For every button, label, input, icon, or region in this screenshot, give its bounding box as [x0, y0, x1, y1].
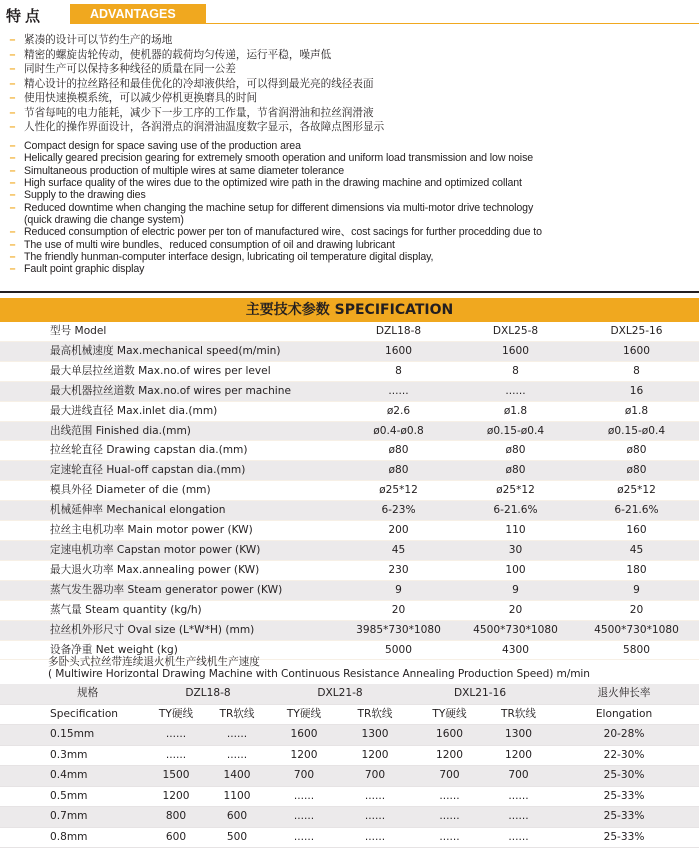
spec-param-label: 拉丝机外形尺寸 Oval size (L*W*H) (mm)	[0, 620, 340, 640]
advantages-list-en	[8, 140, 542, 276]
speed-value: ......	[147, 725, 205, 746]
spec-param-label: 拉丝轮直径 Drawing capstan dia.(mm)	[0, 441, 340, 461]
speed-row	[0, 745, 699, 766]
spec-row	[0, 501, 699, 521]
spec-value: ø80	[574, 461, 699, 481]
speed-table	[0, 684, 699, 848]
spec-value: 1600	[457, 341, 574, 361]
speed-value: ......	[339, 786, 411, 807]
speed-value: ......	[269, 827, 339, 848]
bullet-dash-icon: –	[9, 251, 16, 264]
spec-row	[0, 461, 699, 481]
bullet-dash-icon: –	[9, 106, 16, 119]
speed-value: 25-33%	[549, 786, 699, 807]
advantage-item-en: – Fault point graphic display	[9, 263, 145, 276]
spec-value: 1600	[340, 341, 457, 361]
spec-value: 180	[574, 560, 699, 580]
spec-value: 6-21.6%	[457, 501, 574, 521]
spec-value: 8	[340, 361, 457, 381]
advantage-item-cn: – 使用快速换模系统，可以减少停机更换磨具的时间	[9, 92, 258, 104]
speed-value: ......	[339, 827, 411, 848]
bullet-dash-icon: –	[9, 34, 16, 46]
speed-spec-label: 0.4mm	[0, 766, 147, 787]
spec-param-label: 出线范围 Finished dia.(mm)	[0, 421, 340, 441]
advantages-list-cn	[8, 33, 384, 135]
speed-value: 1200	[411, 745, 488, 766]
spec-value: 110	[457, 521, 574, 541]
spec-param-label: 最大进线直径 Max.inlet dia.(mm)	[0, 401, 340, 421]
advantage-item-en: – Reduced downtime when changing the machine setup for different dimensions via multi-motor drive technology	[9, 201, 534, 214]
speed-subheader-cell: TR软线	[205, 704, 269, 725]
speed-note-en: ( Multiwire Horizontal Drawing Machine with Continuous Resistance Annealing Production Speed) m/min	[48, 668, 590, 680]
spec-value: DXL25-16	[574, 322, 699, 341]
spec-row	[0, 481, 699, 501]
spec-value: ......	[340, 381, 457, 401]
section-title-cn: 特点	[6, 7, 45, 25]
advantages-badge: ADVANTAGES	[70, 4, 206, 24]
spec-param-label: 机械延伸率 Mechanical elongation	[0, 501, 340, 521]
speed-value: 1200	[269, 745, 339, 766]
spec-row	[0, 600, 699, 620]
spec-value: 160	[574, 521, 699, 541]
spec-value: DZL18-8	[340, 322, 457, 341]
bullet-dash-icon: –	[9, 121, 16, 133]
section-divider	[0, 291, 699, 293]
speed-value: 1400	[205, 766, 269, 787]
advantage-item-cn: – 人性化的操作界面设计，各润滑点的润滑油温度数字显示，各故障点图形显示	[9, 121, 385, 133]
spec-row	[0, 560, 699, 580]
speed-value: ......	[411, 786, 488, 807]
spec-value: 20	[457, 600, 574, 620]
speed-subheader-cell: TR软线	[488, 704, 549, 725]
speed-value: ......	[147, 745, 205, 766]
specification-title: 主要技术参数 SPECIFICATION	[0, 298, 699, 322]
spec-value: DXL25-8	[457, 322, 574, 341]
spec-value: 6-23%	[340, 501, 457, 521]
spec-value: 230	[340, 560, 457, 580]
speed-value: 700	[269, 766, 339, 787]
spec-value: ø80	[457, 441, 574, 461]
spec-value: ø25*12	[457, 481, 574, 501]
speed-value: ......	[339, 807, 411, 828]
bullet-dash-icon: –	[9, 238, 16, 251]
spec-row	[0, 381, 699, 401]
speed-value: ......	[488, 807, 549, 828]
speed-header-spec-cn: 规格	[0, 684, 147, 704]
spec-value: 20	[574, 600, 699, 620]
speed-value: 700	[339, 766, 411, 787]
speed-value: 1100	[205, 786, 269, 807]
speed-value: 1200	[339, 745, 411, 766]
speed-row	[0, 827, 699, 848]
spec-value: 30	[457, 540, 574, 560]
bullet-dash-icon: –	[9, 189, 16, 202]
bullet-dash-icon: –	[9, 48, 16, 61]
speed-value: ......	[269, 807, 339, 828]
advantage-item-en: (quick drawing die change system)	[24, 214, 184, 227]
spec-value: 4300	[457, 640, 574, 660]
spec-value: ......	[457, 381, 574, 401]
advantage-item-cn: – 同时生产可以保持多种线径的质量在同一公差	[9, 63, 236, 75]
speed-note-cn: 多卧头式拉丝带连续退火机生产线机生产速度	[48, 656, 260, 668]
speed-row	[0, 786, 699, 807]
spec-row	[0, 620, 699, 640]
speed-header-model: DZL18-8	[147, 684, 269, 704]
advantage-item-en: – The use of multi wire bundles、reduced consumption of oil and drawing lubricant	[9, 238, 395, 251]
speed-value: 20-28%	[549, 725, 699, 746]
spec-param-label: 蒸气量 Steam quantity (kg/h)	[0, 600, 340, 620]
advantage-item-cn: – 精密的螺旋齿轮传动，使机器的载荷均匀传递，运行平稳，噪声低	[9, 48, 332, 61]
advantage-item-en: – Helically geared precision gearing for extremely smooth operation and uniform load transmission and low noise	[9, 152, 534, 165]
spec-value: ø0.4-ø0.8	[340, 421, 457, 441]
speed-value: ......	[205, 725, 269, 746]
spec-value: 45	[340, 540, 457, 560]
speed-value: ......	[488, 827, 549, 848]
spec-value: ø80	[574, 441, 699, 461]
spec-value: ø2.6	[340, 401, 457, 421]
speed-subheader-row	[0, 704, 699, 725]
advantage-item-en: – Reduced consumption of electric power per ton of manufactured wire、cost sacings for further procedding due to	[9, 226, 542, 239]
advantage-item-en: – High surface quality of the wires due to the optimized wire path in the drawing machine and optimized collant	[9, 177, 522, 190]
spec-param-label: 模具外径 Diameter of die (mm)	[0, 481, 340, 501]
bullet-dash-icon: –	[9, 263, 16, 276]
spec-param-label: 蒸气发生器功率 Steam generator power (KW)	[0, 580, 340, 600]
speed-subheader-cell: TR软线	[339, 704, 411, 725]
speed-value: 1300	[339, 725, 411, 746]
bullet-dash-icon: –	[9, 63, 16, 75]
spec-value: 9	[574, 580, 699, 600]
bullet-dash-icon: –	[9, 201, 16, 214]
speed-value: 700	[411, 766, 488, 787]
spec-param-label: 设备净重 Net weight (kg)	[0, 640, 340, 660]
spec-param-label: 最高机械速度 Max.mechanical speed(m/min)	[0, 341, 340, 361]
spec-value: 1600	[574, 341, 699, 361]
speed-spec-label: 0.3mm	[0, 745, 147, 766]
spec-value: ø1.8	[574, 401, 699, 421]
spec-value: ø25*12	[574, 481, 699, 501]
spec-row	[0, 401, 699, 421]
speed-row	[0, 766, 699, 787]
spec-value: 20	[340, 600, 457, 620]
advantage-item-en: – The friendly hunman-computer interface design, lubricating oil temperature digital display,	[9, 251, 434, 264]
spec-row	[0, 341, 699, 361]
spec-param-label: 最大单层拉丝道数 Max.no.of wires per level	[0, 361, 340, 381]
advantage-item-en: – Compact design for space saving use of the production area	[9, 140, 301, 152]
speed-spec-label: 0.5mm	[0, 786, 147, 807]
spec-param-label: 定速轮直径 Hual-off capstan dia.(mm)	[0, 461, 340, 481]
spec-row	[0, 580, 699, 600]
speed-subheader-cell: TY硬线	[147, 704, 205, 725]
advantage-item-en: – Supply to the drawing dies	[9, 189, 146, 202]
speed-value: 1200	[488, 745, 549, 766]
bullet-dash-icon: –	[9, 77, 16, 90]
spec-value: ø25*12	[340, 481, 457, 501]
spec-value: ø1.8	[457, 401, 574, 421]
spec-value: ø80	[340, 441, 457, 461]
speed-value: 600	[147, 827, 205, 848]
speed-spec-label: 0.7mm	[0, 807, 147, 828]
advantage-item-en: – Simultaneous production of multiple wires at same diameter tolerance	[9, 164, 345, 177]
speed-value: 700	[488, 766, 549, 787]
speed-value: 22-30%	[549, 745, 699, 766]
spec-value: 8	[574, 361, 699, 381]
spec-value: ø0.15-ø0.4	[457, 421, 574, 441]
advantage-item-cn: – 精心设计的拉丝路径和最佳优化的冷却液供给，可以得到最光亮的线径表面	[9, 77, 374, 90]
advantage-item-cn: – 节省每吨的电力能耗，减少下一步工序的工作量，节省润滑油和拉丝润滑液	[9, 106, 374, 119]
speed-header-elongation-cn: 退火伸长率	[549, 684, 699, 704]
spec-row	[0, 322, 699, 341]
spec-param-label: 型号 Model	[0, 322, 340, 341]
bullet-dash-icon: –	[9, 152, 16, 165]
spec-value: 9	[340, 580, 457, 600]
speed-value: 1500	[147, 766, 205, 787]
speed-subheader-cell: TY硬线	[269, 704, 339, 725]
speed-value: 500	[205, 827, 269, 848]
speed-value: 800	[147, 807, 205, 828]
spec-row	[0, 521, 699, 541]
speed-row	[0, 807, 699, 828]
spec-value: 4500*730*1080	[457, 620, 574, 640]
spec-param-label: 定速电机功率 Capstan motor power (KW)	[0, 540, 340, 560]
speed-value: ......	[488, 786, 549, 807]
spec-row	[0, 540, 699, 560]
specification-table	[0, 322, 699, 660]
bullet-dash-icon: –	[9, 92, 16, 104]
speed-spec-label: 0.15mm	[0, 725, 147, 746]
bullet-dash-icon: –	[9, 140, 16, 152]
speed-value: 25-33%	[549, 807, 699, 828]
speed-subheader-cell: Elongation	[549, 704, 699, 725]
speed-value: ......	[411, 807, 488, 828]
spec-value: 9	[457, 580, 574, 600]
spec-value: ø80	[340, 461, 457, 481]
bullet-dash-icon: –	[9, 226, 16, 239]
speed-header-row	[0, 684, 699, 704]
spec-value: 5000	[340, 640, 457, 660]
speed-value: ......	[205, 745, 269, 766]
speed-value: 600	[205, 807, 269, 828]
speed-row	[0, 725, 699, 746]
speed-value: 1300	[488, 725, 549, 746]
speed-value: ......	[269, 786, 339, 807]
speed-value: 1200	[147, 786, 205, 807]
speed-spec-label: 0.8mm	[0, 827, 147, 848]
spec-param-label: 最大退火功率 Max.annealing power (KW)	[0, 560, 340, 580]
spec-value: ø80	[457, 461, 574, 481]
speed-value: 25-33%	[549, 827, 699, 848]
advantage-item-cn: – 紧凑的设计可以节约生产的场地	[9, 34, 173, 46]
spec-value: 100	[457, 560, 574, 580]
speed-header-model: DXL21-8	[269, 684, 411, 704]
spec-value: ø0.15-ø0.4	[574, 421, 699, 441]
spec-value: 8	[457, 361, 574, 381]
speed-value: 1600	[411, 725, 488, 746]
speed-value: 25-30%	[549, 766, 699, 787]
header-rule	[206, 23, 699, 24]
spec-value: 6-21.6%	[574, 501, 699, 521]
spec-value: 200	[340, 521, 457, 541]
spec-value: 45	[574, 540, 699, 560]
speed-subheader-cell: Specification	[0, 704, 147, 725]
bullet-dash-icon: –	[9, 177, 16, 190]
bullet-dash-icon: –	[9, 164, 16, 177]
spec-value: 3985*730*1080	[340, 620, 457, 640]
speed-header-model: DXL21-16	[411, 684, 549, 704]
speed-value: 1600	[269, 725, 339, 746]
speed-subheader-cell: TY硬线	[411, 704, 488, 725]
spec-value: 5800	[574, 640, 699, 660]
spec-param-label: 拉丝主电机功率 Main motor power (KW)	[0, 521, 340, 541]
speed-value: ......	[411, 827, 488, 848]
advantages-header	[0, 0, 699, 30]
spec-value: 4500*730*1080	[574, 620, 699, 640]
spec-row	[0, 441, 699, 461]
spec-value: 16	[574, 381, 699, 401]
spec-param-label: 最大机器拉丝道数 Max.no.of wires per machine	[0, 381, 340, 401]
spec-row	[0, 421, 699, 441]
spec-row	[0, 361, 699, 381]
